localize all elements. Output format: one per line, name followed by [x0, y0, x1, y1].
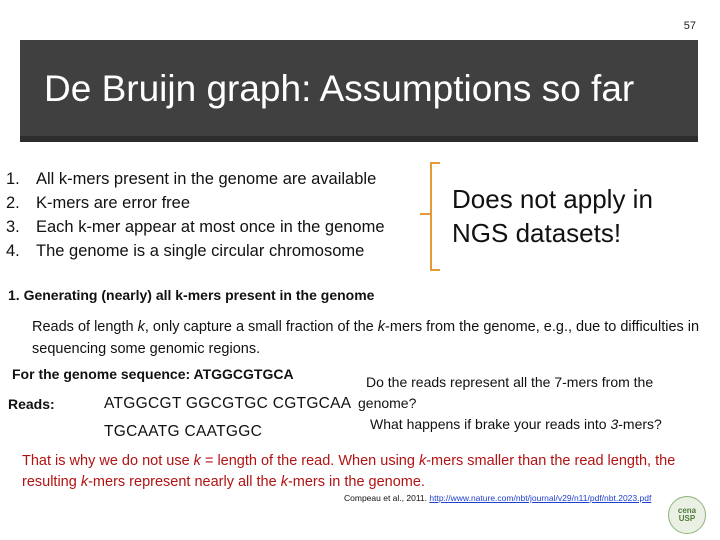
- title-bar: [20, 40, 698, 142]
- brace-bracket: [430, 162, 440, 271]
- list-number: 2.: [6, 194, 20, 212]
- list-text: The genome is a single circular chromosome: [36, 242, 365, 260]
- citation-text: Compeau et al., 2011.: [344, 493, 430, 503]
- text-run: , only capture a small fraction of the: [144, 319, 378, 335]
- list-item: [6, 167, 426, 191]
- text-run: = length of the read. When using: [200, 453, 419, 469]
- list-number: 1.: [6, 170, 20, 188]
- italic-number: 3: [610, 416, 619, 432]
- page-title: De Bruijn graph: Assumptions so far: [44, 68, 635, 109]
- reads-label: Reads:: [8, 396, 55, 412]
- citation-link[interactable]: http://www.nature.com/nbt/journal/v29/n11/pdf/nbt.2023.pdf: [429, 493, 652, 503]
- citation: [344, 493, 651, 503]
- explanation-paragraph: [32, 316, 708, 360]
- text-run: What happens if brake your reads into: [370, 416, 611, 432]
- section-heading: 1. Generating (nearly) all k-mers present in the genome: [8, 287, 375, 303]
- text-run: -mers in the genome.: [287, 474, 425, 490]
- question-text: [358, 372, 716, 435]
- text-run: -mers?: [618, 416, 662, 432]
- text-run: -mers represent nearly all the: [88, 474, 281, 490]
- list-text: All k-mers present in the genome are available: [36, 170, 377, 188]
- italic-k: k: [377, 319, 386, 335]
- question-line: [370, 414, 716, 435]
- logo-text: USP: [678, 514, 696, 523]
- italic-k: k: [280, 474, 288, 490]
- italic-k: k: [137, 319, 145, 335]
- callout-line: NGS datasets!: [452, 218, 622, 248]
- reads-row: ATGGCGT GGCGTGC CGTGCAA: [104, 395, 352, 412]
- text-run: -mers smaller than the read length, the resulting: [22, 453, 676, 490]
- text-run: Reads of length: [32, 319, 138, 335]
- genome-sequence-line: For the genome sequence: ATGGCGTGCA: [12, 366, 294, 382]
- text-run: That is why we do not use: [22, 453, 194, 469]
- slide-number: 57: [683, 20, 696, 32]
- emphasis-paragraph: [22, 451, 712, 493]
- question-line: genome?: [358, 395, 417, 411]
- cena-usp-logo: [668, 496, 706, 534]
- list-text: Each k-mer appear at most once in the genome: [36, 218, 385, 236]
- reads-row: TGCAATG CAATGGC: [104, 423, 263, 440]
- callout-line: Does not apply in: [452, 184, 653, 214]
- list-item: [6, 215, 426, 239]
- list-number: 4.: [6, 242, 20, 260]
- list-text: K-mers are error free: [36, 194, 191, 212]
- list-number: 3.: [6, 218, 20, 236]
- list-item: [6, 239, 426, 263]
- callout-text: [452, 182, 653, 250]
- text-run: -mers from the genome, e.g., due to difficulties in sequencing some genomic regions.: [32, 319, 700, 357]
- italic-k: k: [193, 453, 201, 469]
- assumptions-list: [6, 167, 426, 263]
- question-line: Do the reads represent all the 7-mers from the: [366, 374, 654, 390]
- logo-text: cena: [677, 506, 697, 515]
- italic-k: k: [80, 474, 89, 490]
- italic-k: k: [418, 453, 427, 469]
- bracket-tick: [420, 213, 430, 215]
- list-item: [6, 191, 426, 215]
